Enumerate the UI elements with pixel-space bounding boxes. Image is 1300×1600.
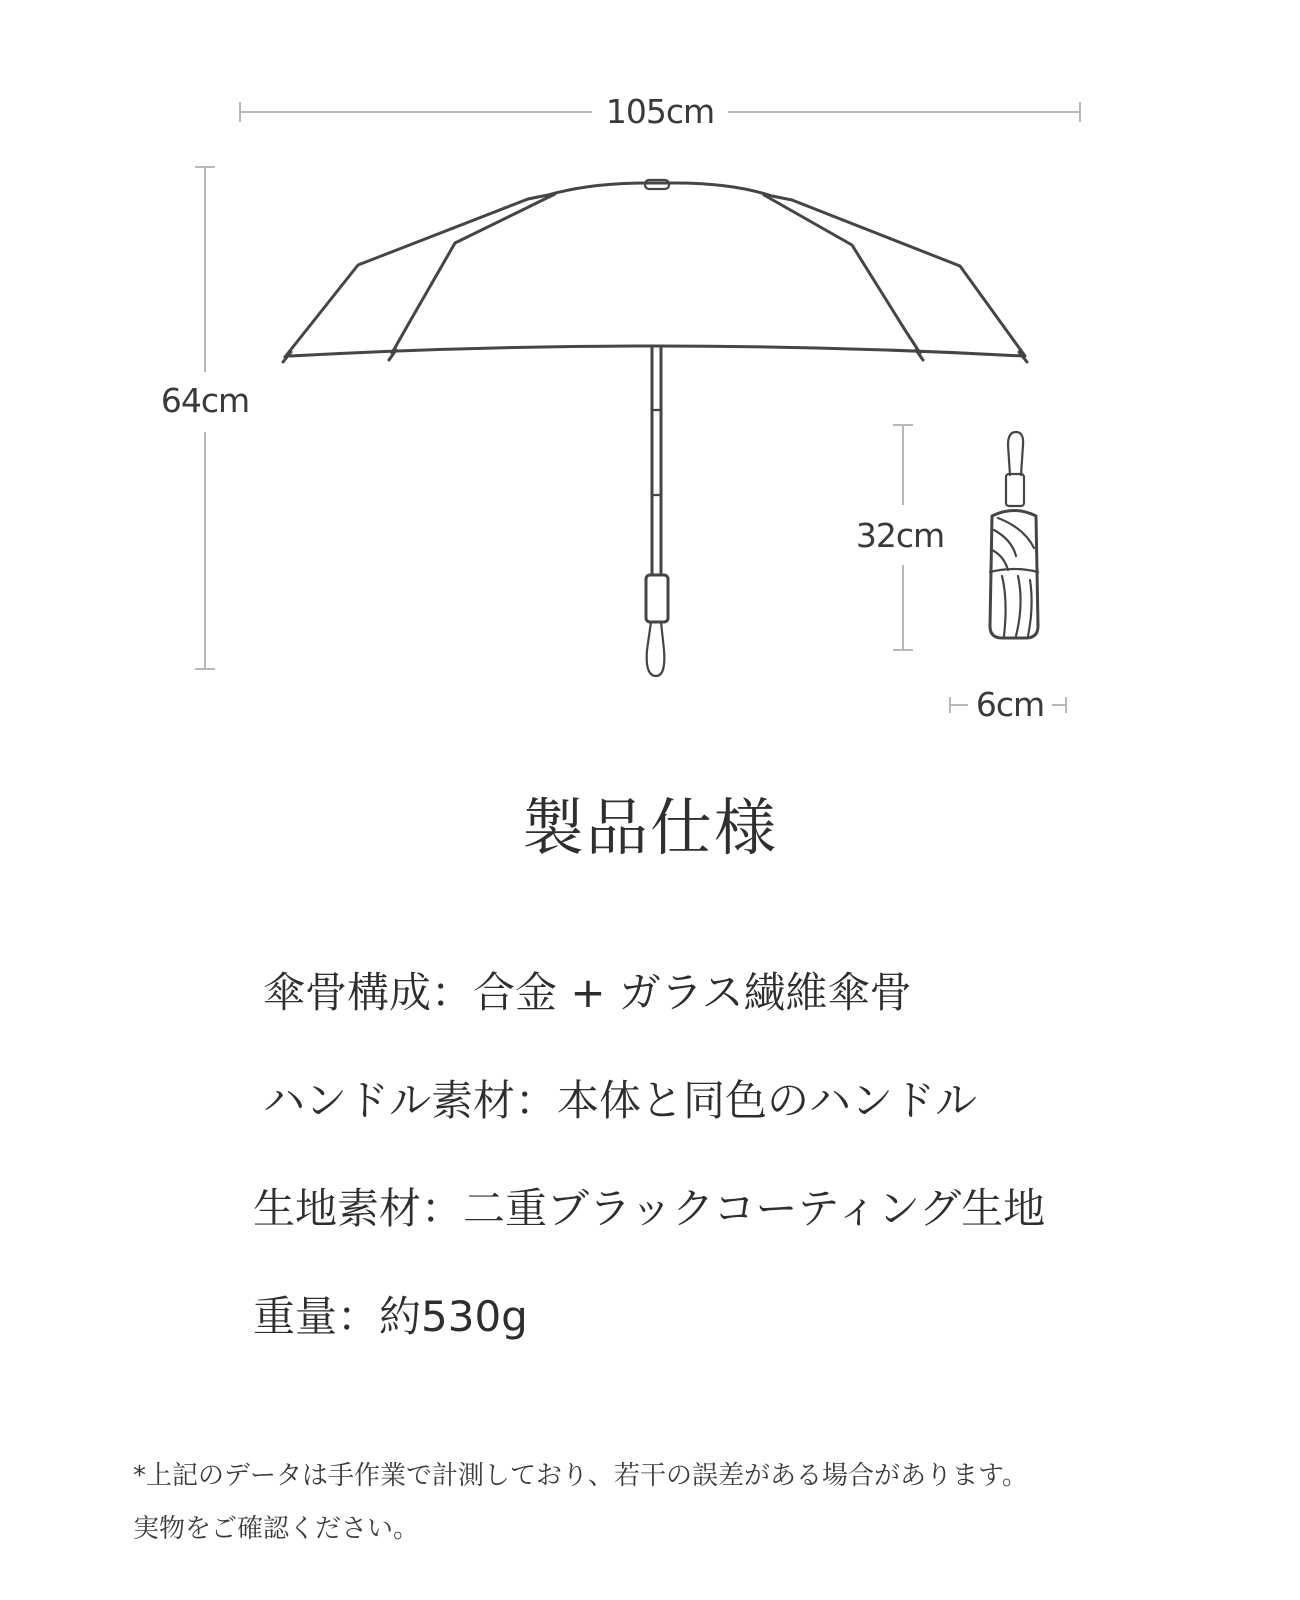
spec-row-weight: 重量：約530g xyxy=(253,1292,528,1341)
umbrella-dimension-diagram xyxy=(0,0,1300,740)
folded-umbrella-drawing xyxy=(990,432,1038,638)
spec-row-frame: 傘骨構成：合金 + ガラス繊維傘骨 xyxy=(263,968,912,1017)
disclaimer-line-1: *上記のデータは手作業で計測しており、若干の誤差がある場合があります。 xyxy=(133,1461,1028,1491)
folded-length-label: 32cm xyxy=(855,516,945,555)
spec-row-handle: ハンドル素材：本体と同色のハンドル xyxy=(263,1076,978,1125)
width-label: 105cm xyxy=(605,92,715,131)
spec-row-fabric: 生地素材：二重ブラックコーティング生地 xyxy=(253,1184,1046,1233)
width-dimension xyxy=(240,92,1080,131)
disclaimer-line-2: 実物をご確認ください。 xyxy=(133,1514,420,1544)
open-umbrella-drawing xyxy=(283,180,1027,676)
folded-length-dimension xyxy=(856,425,944,650)
height-dimension xyxy=(161,167,249,669)
spec-title: 製品仕様 xyxy=(521,791,778,864)
folded-width-label: 6cm xyxy=(975,685,1045,724)
folded-width-dimension xyxy=(950,685,1066,724)
height-label: 64cm xyxy=(160,381,250,420)
